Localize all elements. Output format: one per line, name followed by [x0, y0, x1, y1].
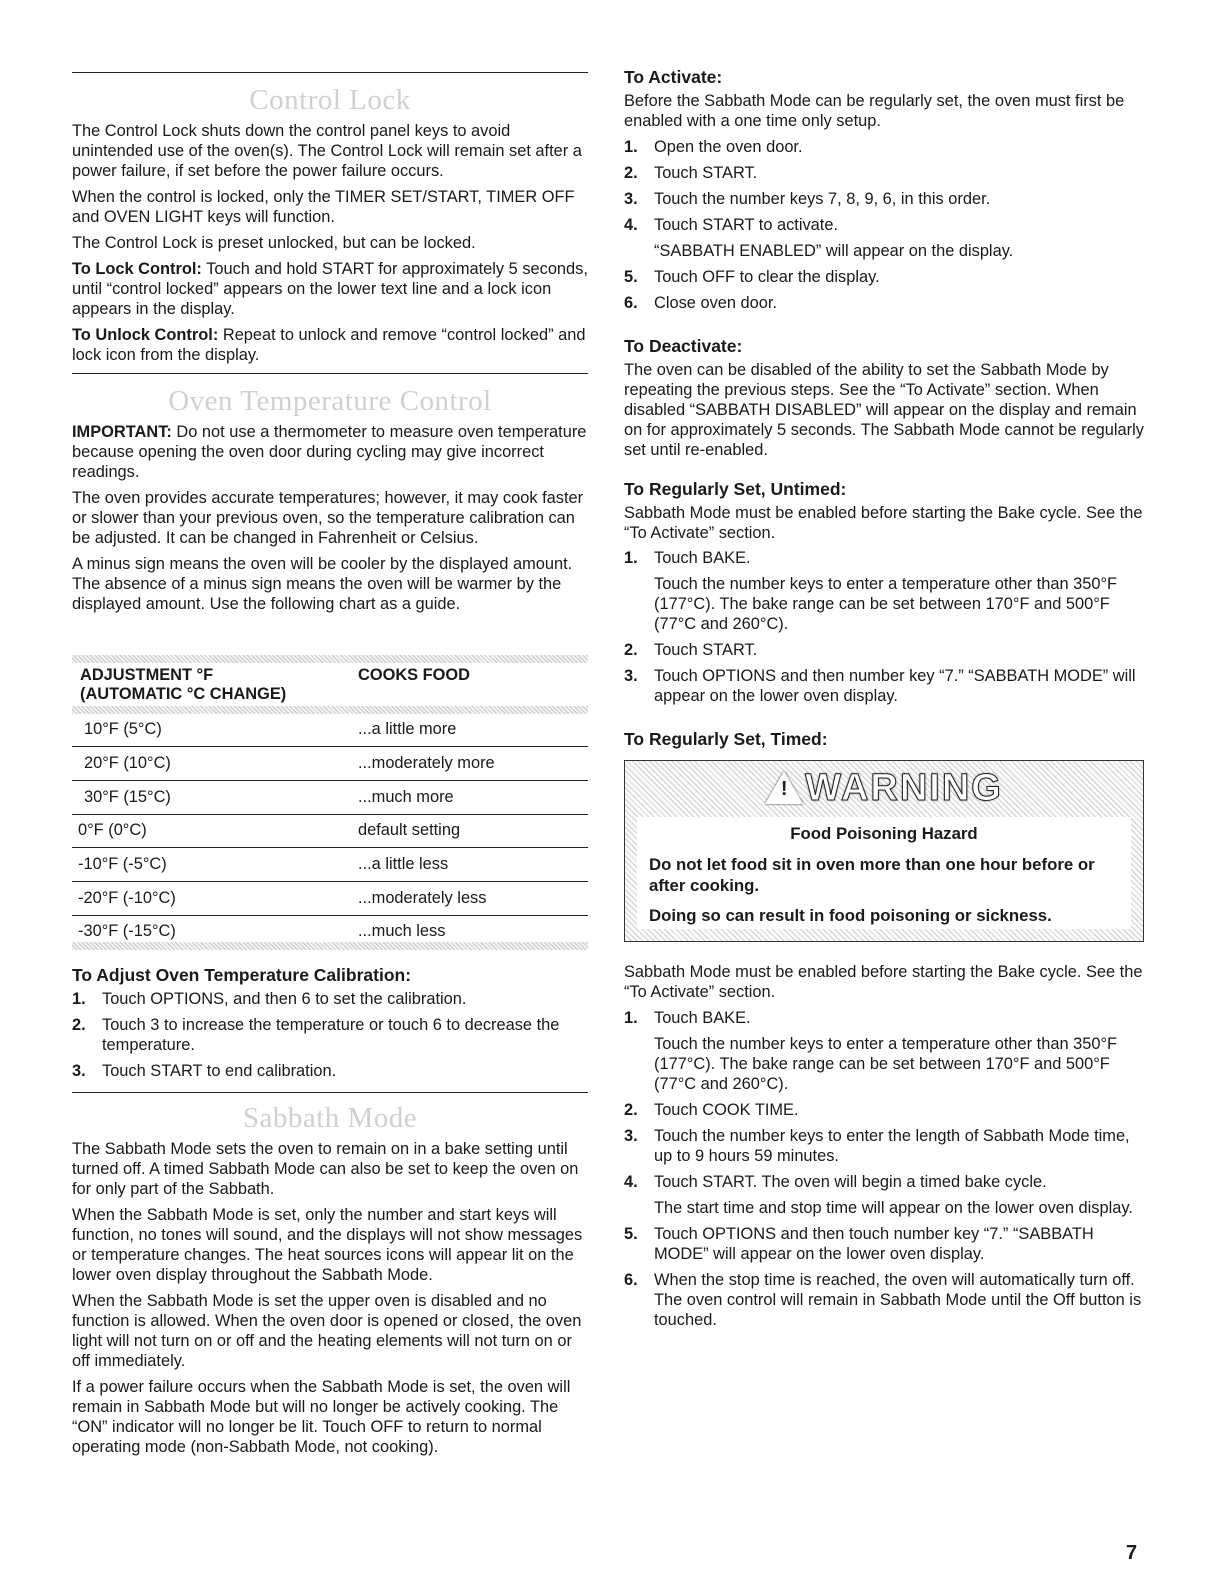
- paragraph: [72, 259, 588, 319]
- paragraph: When the Sabbath Mode is set, only the number and start keys will function, no tones will sound, and the displays will not show messages or temperature changes. The heat sources icons will appear lit on the lower oven display throughout the Sabbath Mode.: [72, 1206, 583, 1284]
- label: IMPORTANT:: [72, 423, 172, 441]
- step-text: Touch COOK TIME.: [654, 1101, 799, 1119]
- list-item: 5. Touch OFF to clear the display.: [624, 268, 880, 286]
- page-number: 7: [1126, 1542, 1138, 1564]
- paragraph: The Control Lock is preset unlocked, but can be locked.: [72, 234, 476, 252]
- list-item: 1. Touch OPTIONS, and then 6 to set the calibration.: [72, 990, 467, 1008]
- warning-word: WARNING: [805, 767, 1003, 809]
- header-line: (AUTOMATIC °C CHANGE): [80, 685, 287, 703]
- list-item-note: [624, 241, 1144, 261]
- warning-banner: [625, 761, 1143, 817]
- list-item-note: [624, 1198, 1144, 1218]
- step-text: Touch START to end calibration.: [102, 1062, 337, 1080]
- cell-adjustment: -30°F (-15°C): [78, 922, 176, 940]
- paragraph: When the Sabbath Mode is set the upper oven is disabled and no function is allowed. When the oven door is opened or closed, the oven light will not turn on or off and the heating elements will not turn on or off immediately.: [72, 1292, 582, 1370]
- step-text: Touch BAKE.: [654, 549, 751, 567]
- cell-cooks: ...much more: [358, 788, 454, 806]
- list-item: 1. Touch BAKE.: [624, 549, 751, 567]
- step-text: Touch OPTIONS and then touch number key “7.” “SABBATH MODE” will appear on the lower oven display.: [654, 1225, 1094, 1263]
- table-header-cooks-food: COOKS FOOD: [358, 666, 471, 684]
- heading-untimed: To Regularly Set, Untimed:: [624, 479, 847, 499]
- list-item: 6. When the stop time is reached, the oven will automatically turn off. The oven control will remain in Sabbath Mode until the Off button is touched.: [624, 1271, 1142, 1329]
- list-item: 2. Touch COOK TIME.: [624, 1101, 799, 1119]
- step-text: Touch START to activate.: [654, 216, 839, 234]
- list-item-note: [624, 1034, 1144, 1094]
- step-text: Touch 3 to increase the temperature or touch 6 to decrease the temperature.: [102, 1016, 560, 1054]
- cell-adjustment: 10°F (5°C): [84, 720, 162, 738]
- cell-cooks: ...moderately less: [358, 889, 487, 907]
- list-item: 4. Touch START. The oven will begin a timed bake cycle.: [624, 1173, 1047, 1191]
- cell-adjustment: 30°F (15°C): [84, 788, 171, 806]
- step-text: When the stop time is reached, the oven will automatically turn off. The oven control will remain in Sabbath Mode until the Off button is touched.: [654, 1271, 1142, 1329]
- paragraph: The Sabbath Mode sets the oven to remain on in a bake setting until turned off. A timed Sabbath Mode can also be set to keep the oven on for only part of the Sabbath.: [72, 1140, 579, 1198]
- step-text: Touch the number keys 7, 8, 9, 6, in this order.: [654, 190, 991, 208]
- step-text: Close oven door.: [654, 294, 778, 312]
- warning-triangle-icon: !: [765, 771, 803, 804]
- untimed-intro: Sabbath Mode must be enabled before starting the Bake cycle. See the “To Activate” section.: [624, 504, 1143, 542]
- heading-timed: To Regularly Set, Timed:: [624, 729, 828, 749]
- header-line: ADJUSTMENT °F: [80, 666, 214, 684]
- list-item: 6. Close oven door.: [624, 294, 778, 312]
- step-text: Open the oven door.: [654, 138, 803, 156]
- divider: [72, 1092, 588, 1093]
- step-note: Touch the number keys to enter a temperature other than 350°F (177°C). The bake range can be set between 170°F and 500°F (77°C and 260°C).: [654, 1035, 1118, 1093]
- heading-to-deactivate: To Deactivate:: [624, 336, 743, 356]
- list-item: 2. Touch START.: [624, 164, 758, 182]
- step-text: Touch START.: [654, 164, 758, 182]
- unlock-control-text: Repeat to unlock and remove “control locked” and lock icon from the display.: [72, 326, 586, 364]
- cell-adjustment: 20°F (10°C): [84, 754, 171, 772]
- cell-adjustment: 0°F (0°C): [78, 821, 147, 839]
- sabbath-body: [72, 1139, 588, 1457]
- step-text: Touch START. The oven will begin a timed bake cycle.: [654, 1173, 1047, 1191]
- heading-to-activate: To Activate:: [624, 67, 723, 87]
- warning-line-2: Doing so can result in food poisoning or sickness.: [649, 906, 1052, 925]
- timed-steps: [624, 1008, 1144, 1330]
- list-item: 2. Touch 3 to increase the temperature or touch 6 to decrease the temperature.: [72, 1016, 560, 1054]
- table-row: [72, 781, 588, 815]
- divider: [72, 373, 588, 374]
- list-item: 5. Touch OPTIONS and then touch number key “7.” “SABBATH MODE” will appear on the lower oven display.: [624, 1225, 1094, 1263]
- section-title-oven-temperature: Oven Temperature Control: [168, 385, 492, 417]
- lock-control-text: Touch and hold START for approximately 5 seconds, until “control locked” appears on the lower text line and a lock icon appears in the display.: [72, 260, 588, 318]
- heading-adjust-calibration: To Adjust Oven Temperature Calibration:: [72, 965, 412, 985]
- important-text: Do not use a thermometer to measure oven temperature because opening the oven door during cycling may give incorrect readings.: [72, 423, 587, 481]
- list-item: 3. Touch OPTIONS and then number key “7.” “SABBATH MODE” will appear on the lower oven display.: [624, 667, 1136, 705]
- label: To Unlock Control:: [72, 326, 219, 344]
- hazard-title: Food Poisoning Hazard: [790, 824, 978, 843]
- step-text: Touch START.: [654, 641, 758, 659]
- list-item: 2. Touch START.: [624, 641, 758, 659]
- step-text: Touch OPTIONS, and then 6 to set the calibration.: [102, 990, 467, 1008]
- paragraph: The Control Lock shuts down the control panel keys to avoid unintended use of the oven(s). The Control Lock will remain set after a power failure, if set before the power failure occurs.: [72, 122, 582, 180]
- table-row: [72, 848, 588, 882]
- oven-temp-body: [72, 422, 588, 614]
- paragraph: [72, 422, 588, 482]
- activate-intro: Before the Sabbath Mode can be regularly set, the oven must first be enabled with a one time only setup.: [624, 92, 1125, 130]
- activate-steps: [624, 137, 1144, 313]
- list-item: 1. Touch BAKE.: [624, 1009, 751, 1027]
- label: To Lock Control:: [72, 260, 202, 278]
- deactivate-text: The oven can be disabled of the ability to set the Sabbath Mode by repeating the previous steps. See the “To Activate” section. When disabled “SABBATH DISABLED” will appear on the display and remain on for approximately 5 seconds. The Sabbath Mode cannot be regularly set until re-enabled.: [624, 361, 1144, 459]
- list-item: 3. Touch the number keys to enter the length of Sabbath Mode time, up to 9 hours 59 minutes.: [624, 1127, 1130, 1165]
- warning-content: [637, 817, 1131, 929]
- paragraph: If a power failure occurs when the Sabbath Mode is set, the oven will remain in Sabbath Mode but will no longer be actively cooking. The “ON” indicator will no longer be lit. Touch OFF to return to normal operating mode (non-Sabbath Mode, not cooking).: [72, 1378, 571, 1456]
- step-text: Touch OPTIONS and then number key “7.” “SABBATH MODE” will appear on the lower oven display.: [654, 667, 1136, 705]
- warning-line-1: Do not let food sit in oven more than one hour before or after cooking.: [649, 855, 1095, 895]
- cell-adjustment: -10°F (-5°C): [78, 855, 167, 873]
- paragraph: A minus sign means the oven will be cooler by the displayed amount. The absence of a minus sign means the oven will be warmer by the displayed amount. Use the following chart as a guide.: [72, 555, 573, 613]
- paragraph: When the control is locked, only the TIMER SET/START, TIMER OFF and OVEN LIGHT keys will function.: [72, 188, 575, 226]
- divider: [72, 72, 588, 73]
- list-item: 3. Touch the number keys 7, 8, 9, 6, in this order.: [624, 190, 991, 208]
- section-title-control-lock: Control Lock: [249, 84, 411, 116]
- section-title-sabbath-mode: Sabbath Mode: [242, 1102, 418, 1134]
- adjust-steps: [72, 989, 588, 1081]
- table-row: [72, 814, 588, 848]
- paragraph: [72, 325, 588, 365]
- cell-cooks: ...moderately more: [358, 754, 495, 772]
- table-top-hatch: [72, 655, 588, 663]
- timed-intro: Sabbath Mode must be enabled before starting the Bake cycle. See the “To Activate” section.: [624, 963, 1143, 1001]
- step-note: “SABBATH ENABLED” will appear on the display.: [654, 242, 1014, 260]
- list-item: 3. Touch START to end calibration.: [72, 1062, 337, 1080]
- cell-cooks: ...a little less: [358, 855, 449, 873]
- cell-cooks: default setting: [358, 821, 461, 839]
- table-row: [72, 713, 588, 747]
- step-note: Touch the number keys to enter a temperature other than 350°F (177°C). The bake range can be set between 170°F and 500°F (77°C and 260°C).: [654, 575, 1118, 633]
- paragraph: The oven provides accurate temperatures; however, it may cook faster or slower than your previous oven, so the temperature calibration can be adjusted. It can be changed in Fahrenheit or Celsius.: [72, 489, 584, 547]
- list-item: 4. Touch START to activate.: [624, 216, 839, 234]
- warning-box: [624, 760, 1144, 942]
- untimed-steps: [624, 548, 1144, 706]
- list-item-note: [624, 574, 1144, 634]
- cell-cooks: ...much less: [358, 922, 446, 940]
- table-header-adjustment: [80, 666, 286, 704]
- step-text: Touch BAKE.: [654, 1009, 751, 1027]
- table-row: [72, 747, 588, 781]
- cell-adjustment: -20°F (-10°C): [78, 889, 176, 907]
- step-text: Touch OFF to clear the display.: [654, 268, 880, 286]
- table-row: [72, 882, 588, 916]
- step-note: The start time and stop time will appear on the lower oven display.: [654, 1199, 1133, 1217]
- control-lock-body: [72, 121, 588, 365]
- table-bottom-hatch: [72, 942, 588, 950]
- list-item: 1. Open the oven door.: [624, 138, 803, 156]
- cell-cooks: ...a little more: [358, 720, 457, 738]
- step-text: Touch the number keys to enter the length of Sabbath Mode time, up to 9 hours 59 minutes.: [654, 1127, 1130, 1165]
